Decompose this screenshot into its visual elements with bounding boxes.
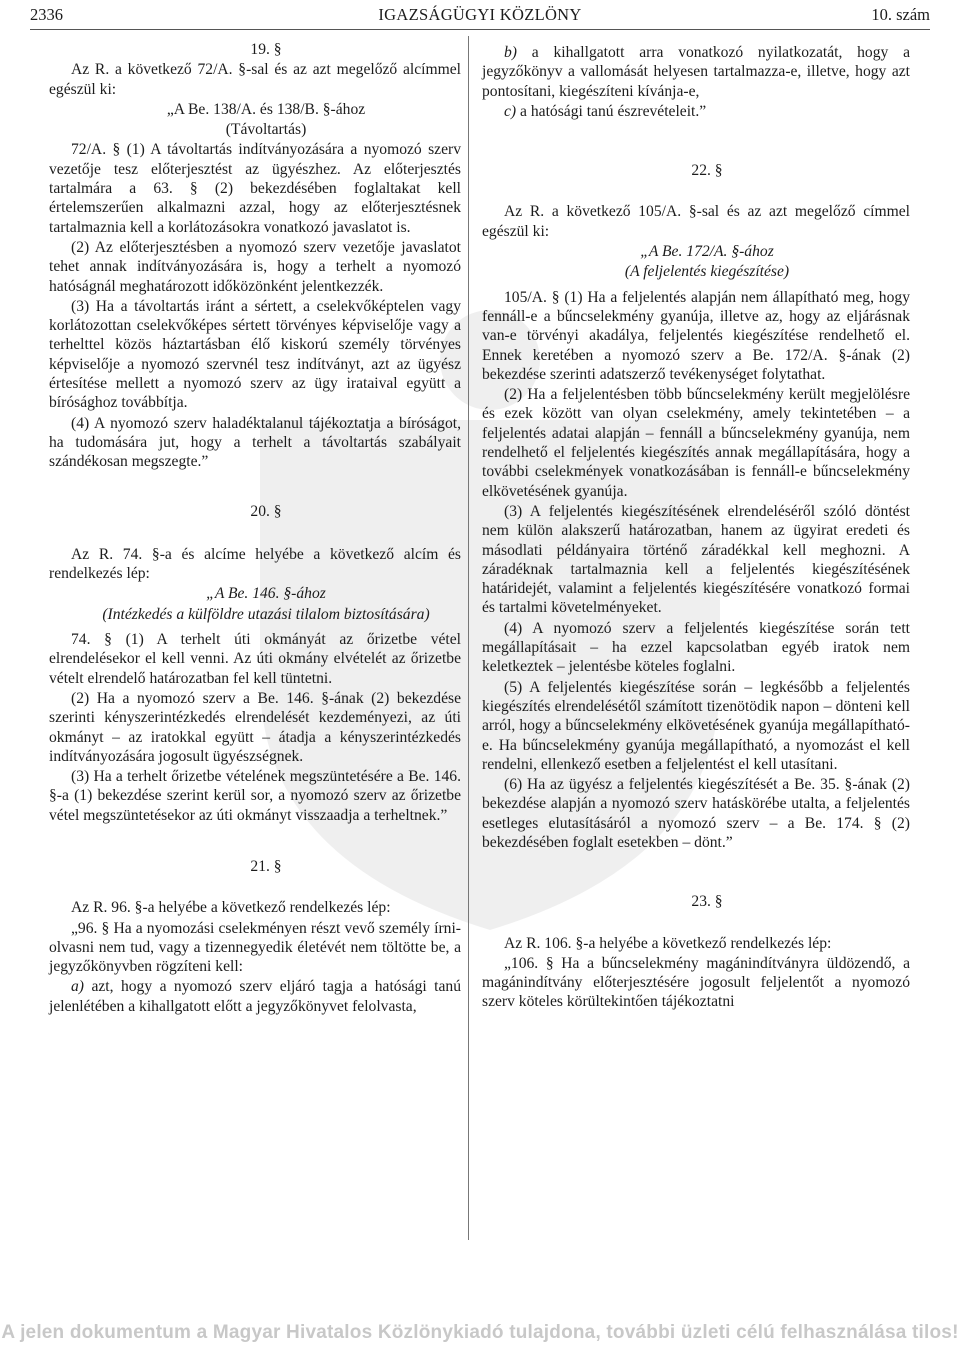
item-a-text: azt, hogy a nyomozó szerv eljáró tagja a hatósági tanú jelenlétében a kihallgatott előtt a jegyzőkönyvet felolvasta, [49, 978, 461, 1015]
item-a-label: a) [71, 978, 84, 996]
section-21-item-a [49, 977, 461, 1016]
page-header [30, 2, 930, 28]
section-22-para-6: (6) Ha az ügyész a feljelentés kiegészítését a Be. 35. §-ának (2) bekezdése alapján a nyomozó szerv hatáskörébe utalta, a feljelentés esetleges elutasításáról a nyomozó szerv – a Be. 174. § (2) bekezdésében foglalt esetekben – dönt.” [482, 776, 910, 851]
section-22-title-1: „A Be. 172/A. §-ához [640, 243, 774, 261]
section-22-heading: 22. § [691, 162, 723, 180]
column-divider [468, 36, 469, 1240]
section-22-para-1: 105/A. § (1) Ha a feljelentés alapján nem állapítható meg, hogy fennáll-e a bűncselekmény gyanúja, illetve az, hogy az eljárásnak van-e törvényi akadálya, feljelentés kiegészítése rendelhető el. Ennek keretében a nyomozó szerv a Be. 172/A. §-ának (2) bekezdése szerinti adatszerző tevékenységet folytathat. [482, 288, 910, 383]
section-20-para-3: (3) Ha a terhelt őrizetbe vételének megszüntetésére a Be. 146. §-a (1) bekezdése szerint kerül sor, a nyomozó szerv az őrizetbe vétel megszüntetésekor az úti okmányt visszaadja a terheltnek.” [49, 768, 461, 824]
section-19-para-2: (2) Az előterjesztésben a nyomozó szerv vezetője javaslatot tehet annak indítványozására is, hogy a terhelt a nyomozó hatóságnál meghatározott időközönként jelentkezzék. [49, 238, 461, 295]
issue-number: 10. szám [871, 5, 930, 24]
item-c-label: c) [504, 102, 517, 120]
item-c [482, 102, 910, 121]
section-21-para-1: „96. § Ha a nyomozási cselekményen részt vevő személy írni-olvasni nem tud, vagy a tizennegyedik életévét nem töltötte be, a jegyzőkönyvben rögzíteni kell: [49, 919, 461, 976]
section-20-intro: Az R. 74. §-a és alcíme helyébe a következő alcím és rendelkezés lép: [49, 545, 461, 583]
header-rule [30, 29, 930, 30]
section-23-para-1: „106. § Ha a bűncselekmény magánindítványra üldözendő, a magánindítvány előterjesztésére jogosult feljelentőt a nyomozó szerv köteles körültekintően tájékoztatni [482, 954, 910, 1011]
section-19-heading: 19. § [250, 41, 282, 58]
section-21-intro: Az R. 96. §-a helyébe a következő rendelkezés lép: [71, 899, 391, 917]
section-22-title-2: (A feljelentés kiegészítése) [624, 263, 790, 281]
section-19-intro: Az R. a következő 72/A. §-sal és az azt megelőző alcímmel egészül ki: [49, 61, 461, 98]
ownership-notice: A jelen dokumentum a Magyar Hivatalos Közlönykiadó tulajdona, további üzleti célú felhasználása tilos! [1, 1322, 959, 1343]
item-b [482, 43, 910, 101]
section-22-para-2: (2) Ha a feljelentésben több bűncselekmény került megjelölésre és ezek között van olyan cselekmény, amely tekintetében – a feljelentés adatai alapján – fennáll a bűncselekmény gyanúja, nem rendelhető el feljelentés kiegészítés annak megállapítására, hogy a további cselekmények vonatkozásában is fennáll-e bűncselekmény elkövetésének gyanúja. [482, 386, 910, 500]
item-b-text: a kihallgatott arra vonatkozó nyilatkozatát, hogy a jegyzőkönyv a vallomását helyesen tartalmazza-e, illetve, hogy azt pontosítani, kiegészíteni kívánja-e, [482, 44, 910, 100]
section-22-para-4: (4) A nyomozó szerv a feljelentés kiegészítése során tett megállapításait – ha ezzel kapcsolatban egyéb iratok nem keletkeztek – jelentésbe köteles foglalni. [482, 619, 910, 676]
section-20-heading: 20. § [250, 502, 282, 520]
section-22-intro: Az R. a következő 105/A. §-sal és az azt megelőző címmel egészül ki: [482, 203, 910, 240]
section-20-title-2: (Intézkedés a külföldre utazási tilalom biztosítására) [102, 605, 430, 623]
journal-title: IGAZSÁGÜGYI KÖZLÖNY [378, 5, 582, 24]
page-number: 2336 [30, 5, 63, 24]
section-19-title-1: „A Be. 138/A. és 138/B. §-ához [166, 100, 366, 118]
section-21-heading: 21. § [250, 857, 282, 875]
section-20-title-1: „A Be. 146. §-ához [206, 585, 326, 603]
section-19-para-4: (4) A nyomozó szerv haladéktalanul tájékoztatja a bíróságot, ha tudomására jut, hogy a terhelt a távoltartás szabályait szándékosan megszegte.” [49, 414, 461, 471]
section-23-intro: Az R. 106. §-a helyébe a következő rendelkezés lép: [504, 934, 832, 952]
section-22-para-5: (5) A feljelentés kiegészítése során – legkésőbb a feljelentés kiegészítés elrendelésétől számított tizenötödik napon – dönteni kell arról, hogy a bűncselekmény elkövetésének gyanúja megállapítható-e. Ha bűncselekmény gyanúja megállapítható, a nyomozást el kell rendelni, ellenkező esetben a feljelentést el kell utasítani. [482, 678, 910, 773]
section-19-title-2: (Távoltartás) [225, 121, 307, 139]
section-20-para-1: 74. § (1) A terhelt úti okmányát az őrizetbe vétel elrendelésekor el kell venni. Az úti okmány elvételét az őrizetbe vételt elrendelő határozatban fel kell tüntetni. [49, 631, 461, 687]
item-c-text: a hatósági tanú észrevételeit.” [520, 102, 707, 120]
section-20-para-2: (2) Ha a nyomozó szerv a Be. 146. §-ának (2) bekezdése szerinti kényszerintézkedés elrendelését kezdeményezi, az úti okmányt – az iratokkal együtt – átadja a kényszerintézkedés indítványozására jogosult ügyészségnek. [49, 689, 461, 765]
section-19-para-1: 72/A. § (1) A távoltartás indítványozására a nyomozó szerv vezetője tesz előterjesztést az ügyészhez. Az előterjesztés tartalmára a 63. § (2) bekezdésében foglaltakat kell értelemszerűen alkalmazni azzal, hogy az előterjesztésnek tartalmaznia kell a korlátozásokra vonatkozó javaslatot is. [49, 141, 461, 236]
section-19-para-3: (3) Ha a távoltartás iránt a sértett, a cselekvőképtelen vagy korlátozottan cselekvőképes sértett törvényes képviselője vagy a terhelttel közös háztartásban élő kiskorú személy törvényes képviselője a nyomozó szervnél tesz indítványt, azt az ügyész értesítése mellett a nyomozó szerv az ügy irataival együtt a bírósághoz továbbítja. [49, 297, 461, 412]
left-column [49, 40, 461, 1017]
section-22-para-3: (3) A feljelentés kiegészítésének elrendeléséről szóló döntést nem külön alakszerű határozatban, hanem az ügyirat eredeti és másodlati példányaira történő záradékkal kell meghozni. A záradéknak tartalmaznia kell a feljelentés kiegészítésének határidejét, valamint a feljelentés kiegészítésére vonatkozó formai és tartalmi követelményeket. [482, 502, 910, 617]
section-23-heading: 23. § [691, 893, 723, 911]
right-column [482, 40, 910, 1013]
item-b-label: b) [504, 44, 517, 61]
